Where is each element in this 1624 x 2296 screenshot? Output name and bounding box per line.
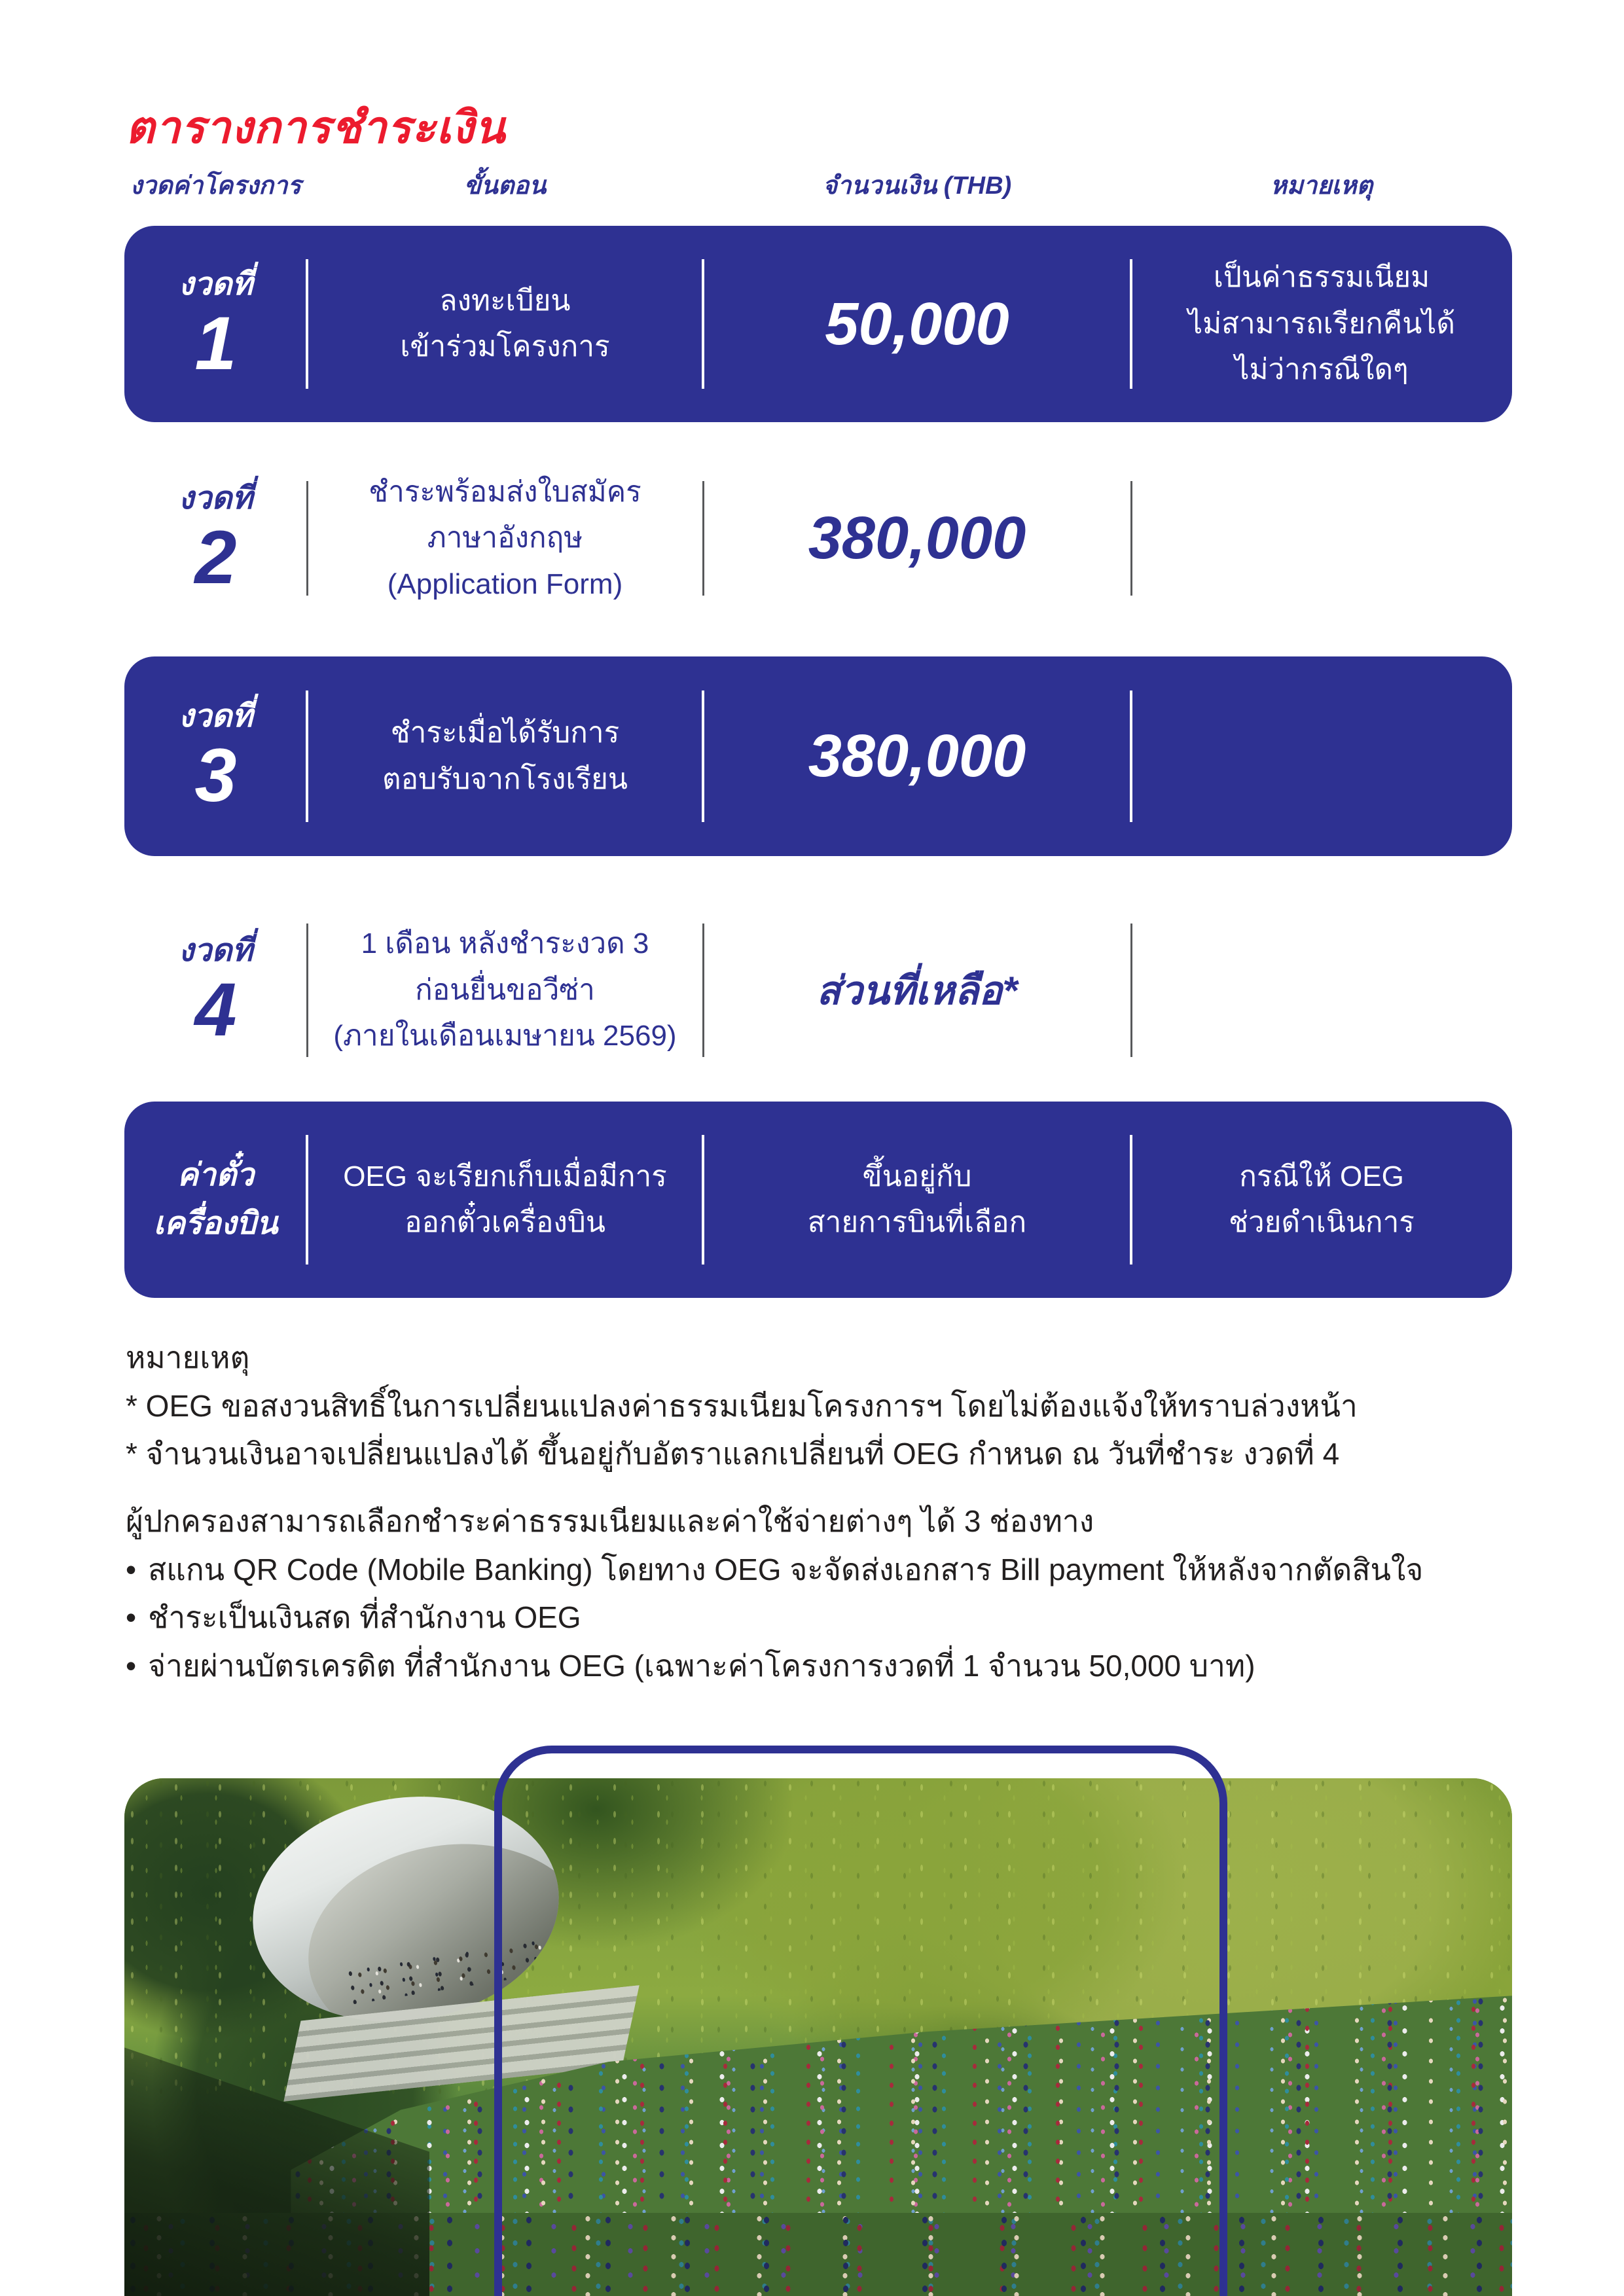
column-header-amount: จำนวนเงิน (THB): [822, 172, 1012, 200]
steps-cell: [307, 226, 703, 422]
cell-line: 2: [194, 516, 237, 600]
payment-bullet-text: สแกน QR Code (Mobile Banking) โดยทาง OEG จะจัดส่งเอกสาร Bill payment ให้หลังจากตัดสินใจ: [148, 1552, 1424, 1587]
cell-line: ค่าตั๋ว: [177, 1157, 255, 1193]
installment-cell: [124, 656, 307, 856]
payment-bullet-text: ชำระเป็นเงินสด ที่สำนักงาน OEG: [148, 1600, 581, 1635]
table-row: [124, 226, 1512, 422]
remark-cell: [1131, 452, 1512, 625]
remark-cell: [1131, 889, 1512, 1092]
note-line: * OEG ขอสงวนสิทธิ์ในการเปลี่ยนแปลงค่าธรรมเนียมโครงการฯ โดยไม่ต้องแจ้งให้ทราบล่วงหน้า: [126, 1388, 1358, 1423]
cell-line: 1: [194, 301, 237, 386]
notes-heading: หมายเหตุ: [126, 1340, 250, 1374]
cell-line: 50,000: [825, 290, 1009, 357]
photo-frame-outline: [494, 1746, 1227, 2296]
installment-cell: [124, 452, 307, 625]
cell-line: ชำระเมื่อได้รับการ: [390, 717, 620, 749]
steps-cell: [307, 889, 703, 1092]
cell-line: ตอบรับจากโรงเรียน: [382, 762, 628, 795]
cell-line: งวดที่: [178, 266, 253, 302]
bullet-icon: •: [126, 1552, 137, 1587]
amount-cell: [703, 452, 1131, 625]
cell-line: ส่วนที่เหลือ*: [816, 968, 1018, 1013]
table-row: [124, 1102, 1512, 1298]
steps-cell: [307, 1102, 703, 1298]
cell-line: 4: [194, 967, 237, 1052]
bullet-icon: •: [126, 1648, 137, 1683]
page-title: ตารางการชำระเงิน: [126, 103, 506, 152]
cell-line: ไม่ว่ากรณีใดๆ: [1235, 353, 1409, 386]
payment-bullet-text: จ่ายผ่านบัตรเครดิต ที่สำนักงาน OEG (เฉพาะค่าโครงการงวดที่ 1 จำนวน 50,000 บาท): [148, 1648, 1255, 1683]
table-row: [124, 452, 1512, 625]
cell-line: (ภายในเดือนเมษายน 2569): [333, 1020, 677, 1052]
cell-line: เข้าร่วมโครงการ: [400, 331, 610, 363]
cell-line: ลงทะเบียน: [439, 284, 571, 317]
remark-cell: [1131, 656, 1512, 856]
column-header-remarks: หมายเหตุ: [1270, 172, 1373, 200]
cell-line: งวดที่: [178, 933, 253, 968]
amount-cell: [703, 656, 1131, 856]
cell-line: 380,000: [808, 723, 1026, 789]
cell-line: ออกตั๋วเครื่องบิน: [405, 1206, 605, 1238]
cell-line: ไม่สามารถเรียกคืนได้: [1188, 307, 1455, 340]
cell-line: 1 เดือน หลังชำระงวด 3: [361, 927, 649, 960]
cell-line: สายการบินที่เลือก: [807, 1206, 1027, 1238]
cell-line: กรณีให้ OEG: [1239, 1160, 1404, 1193]
cell-line: OEG จะเรียกเก็บเมื่อมีการ: [343, 1160, 667, 1193]
column-header-installment: งวดค่าโครงการ: [130, 172, 301, 200]
payment-channels-section: [126, 1498, 1423, 1690]
note-line: * จำนวนเงินอาจเปลี่ยนแปลงได้ ขึ้นอยู่กับอัตราแลกเปลี่ยนที่ OEG กำหนด ณ วันที่ชำระ งวดที่ 4: [126, 1437, 1340, 1471]
bullet-icon: •: [126, 1600, 137, 1635]
cell-line: 3: [194, 734, 237, 818]
steps-cell: [307, 452, 703, 625]
table-header-row: [124, 165, 1512, 205]
steps-cell: [307, 656, 703, 856]
amount-cell: [703, 1102, 1131, 1298]
payment-bullet: [126, 1546, 1423, 1594]
cell-line: งวดที่: [178, 481, 253, 516]
notes-section: [126, 1334, 1358, 1479]
cell-line: ก่อนยื่นขอวีซ่า: [415, 973, 595, 1006]
cell-line: ภาษาอังกฤษ: [427, 522, 583, 554]
remark-cell: [1131, 1102, 1512, 1298]
installment-cell: [124, 1102, 307, 1298]
cell-line: (Application Form): [387, 567, 623, 600]
cell-line: ช่วยดำเนินการ: [1229, 1206, 1415, 1238]
cell-line: 380,000: [808, 505, 1026, 571]
amount-cell: [703, 889, 1131, 1092]
table-row: [124, 889, 1512, 1092]
table-row: [124, 656, 1512, 856]
cell-line: งวดที่: [178, 699, 253, 734]
installment-cell: [124, 889, 307, 1092]
payment-bullet: [126, 1642, 1423, 1691]
cell-line: เป็นค่าธรรมเนียม: [1213, 261, 1430, 294]
amount-cell: [703, 226, 1131, 422]
remark-cell: [1131, 226, 1512, 422]
payment-bullet: [126, 1594, 1423, 1642]
payment-intro: ผู้ปกครองสามารถเลือกชำระค่าธรรมเนียมและค่าใช้จ่ายต่างๆ ได้ 3 ช่องทาง: [126, 1504, 1094, 1538]
column-header-steps: ขั้นตอน: [463, 172, 547, 200]
cell-line: เครื่องบิน: [153, 1206, 278, 1241]
cell-line: ขึ้นอยู่กับ: [862, 1160, 972, 1193]
cell-line: ชำระพร้อมส่งใบสมัคร: [369, 475, 641, 508]
installment-cell: [124, 226, 307, 422]
